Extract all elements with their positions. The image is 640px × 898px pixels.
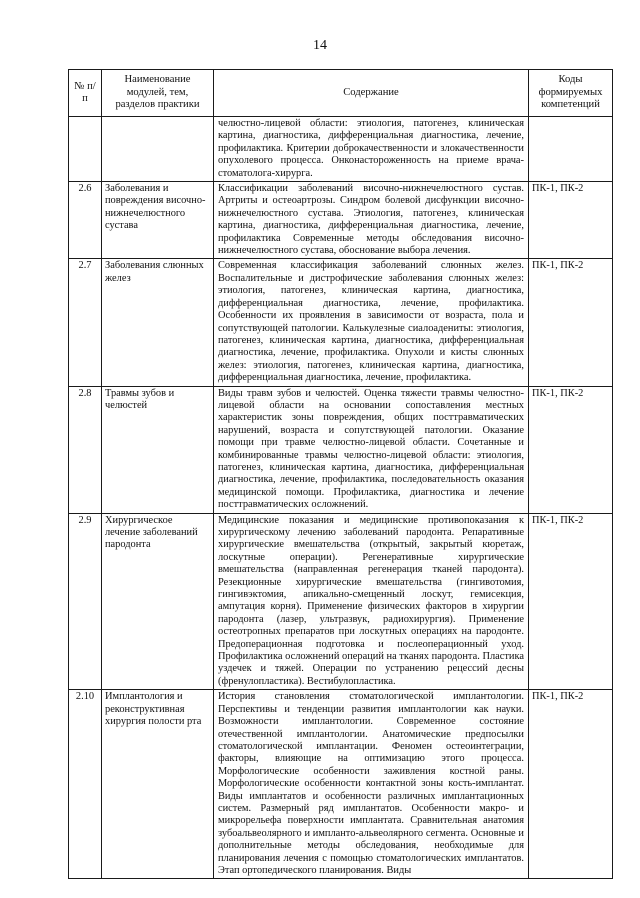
row-content: Медицинские показания и медицинские противопоказания к хирургическому лечению заболеваний пародонта. Репаративные хирургические вмешательства (открытый, закрытый кюретаж, лоскутные операции). Регенеративные хирургические вмешательства (направленная регенерация тканей пародонта). Резекционные хирургические вмешательства (гингивотомия, гингивэктомия, апикально-смещенный лоскут, гемисекция, ампутация корня). Применение физических факторов в хирургии пародонта (лазер, ультразвук, радиохирургия). Применение остеотропных препаратов при лоскутных операциях на пародонте. Предоперационная подготовка и послеоперационный уход. Профилактика осложнений операций на тканях пародонта. Пластика уздечек и тяжей. Операции по устранению рецессий десны (френулопластика). Вестибулопластика.	[214, 513, 529, 690]
page-number: 14	[313, 38, 327, 53]
row-num: 2.6	[69, 182, 102, 259]
row-name: Хирургическое лечение заболеваний пародонта	[102, 513, 214, 690]
row-name: Заболевания слюнных желез	[102, 259, 214, 386]
row-name: Имплантология и реконструктивная хирургия полости рта	[102, 690, 214, 879]
row-name: Травмы зубов и челюстей	[102, 386, 214, 513]
row-competencies: ПК-1, ПК-2	[529, 513, 613, 690]
row-num: 2.9	[69, 513, 102, 690]
row-num: 2.8	[69, 386, 102, 513]
table-row	[69, 386, 613, 513]
table-row	[69, 182, 613, 259]
row-competencies: ПК-1, ПК-2	[529, 259, 613, 386]
table-row	[69, 513, 613, 690]
row-content: Современная классификация заболеваний слюнных желез. Воспалительные и дистрофические заболевания слюнных желез: этиология, патогенез, клиническая картина, диагностика, дифференциальная диагностика, лечение, профилактика. Особенности их проявления в зависимости от возраста, пола и сопутствующей патологии. Калькулезные сиалоадениты: этиология, патогенез, клиническая картина, диагностика, дифференциальная диагностика, лечение, профилактика. Опухоли и кисты слюнных желез: этиология, патогенез, клиническая картина, диагностика, дифференциальная диагностика, лечение, профилактика.	[214, 259, 529, 386]
header-name: Наименование модулей, тем, разделов практики	[102, 70, 214, 117]
header-content: Содержание	[214, 70, 529, 117]
row-content: Виды травм зубов и челюстей. Оценка тяжести травмы челюстно-лицевой области на основании сопоставления местных характеристик зоны повреждения, общих посттравматических нарушений, возраста и сопутствующей патологии. Оказание помощи при травме челюстно-лицевой области. Сочетанные и комбинированные травмы челюстно-лицевой области: этиология, патогенез, клиническая картина, диагностика, дифференциальная диагностика, лечение, профилактика, последовательность оказания медицинской помощи. Профилактика, диагностика и лечение посттравматических осложнений.	[214, 386, 529, 513]
row-content: челюстно-лицевой области: этиология, патогенез, клиническая картина, диагностика, дифференциальная диагностика, лечение, профилактика. Критерии доброкачественности и злокачественности опухолевого процесса. Онконастороженность на приеме врача-стоматолога-хирурга.	[214, 117, 529, 182]
curriculum-table	[68, 69, 613, 879]
row-competencies	[529, 117, 613, 182]
row-name: Заболевания и повреждения височно-нижнечелюстного сустава	[102, 182, 214, 259]
row-content: Классификации заболеваний височно-нижнечелюстного сустав. Артриты и остеоартрозы. Синдром болевой дисфункции височно-нижнечелюстного сустава. Этиология, патогенез, клиническая картина, диагностика, дифференциальная диагностика, лечение, профилактика Современные методы обследования височно-нижнечелюстного сустава, обоснование выбора лечения.	[214, 182, 529, 259]
row-competencies: ПК-1, ПК-2	[529, 386, 613, 513]
table-header-row	[69, 70, 613, 117]
table-row	[69, 117, 613, 182]
header-num: № п/п	[69, 70, 102, 117]
row-num: 2.10	[69, 690, 102, 879]
row-num	[69, 117, 102, 182]
row-content: История становления стоматологической имплантологии. Перспективы и тенденции развития имплантологии как науки. Возможности имплантологии. Современное состояние отечественной имплантологии. Анатомические предпосылки стоматологической имплантации. Феномен остеоинтеграции, факторы, влияющие на оптимизацию этого процесса. Морфологические особенности заживления костной раны. Морфологические особенности контактной зоны кость-имплантат. Виды имплантатов и особенности различных имплантационных систем. Размерный ряд имплантатов. Особенности макро- и микрорельефа поверхности имплантата. Сравнительная анатомия зубоальвеолярного и импланто-альвеолярного сегмента. Основные и дополнительные методы обследования, необходимые для планирования лечения с помощью стоматологических имплантатов. Этап ортопедического планирования. Виды	[214, 690, 529, 879]
row-competencies: ПК-1, ПК-2	[529, 182, 613, 259]
header-competencies: Коды формируемых компетенций	[529, 70, 613, 117]
row-competencies: ПК-1, ПК-2	[529, 690, 613, 879]
table-row	[69, 690, 613, 879]
row-num: 2.7	[69, 259, 102, 386]
row-name	[102, 117, 214, 182]
table-row	[69, 259, 613, 386]
